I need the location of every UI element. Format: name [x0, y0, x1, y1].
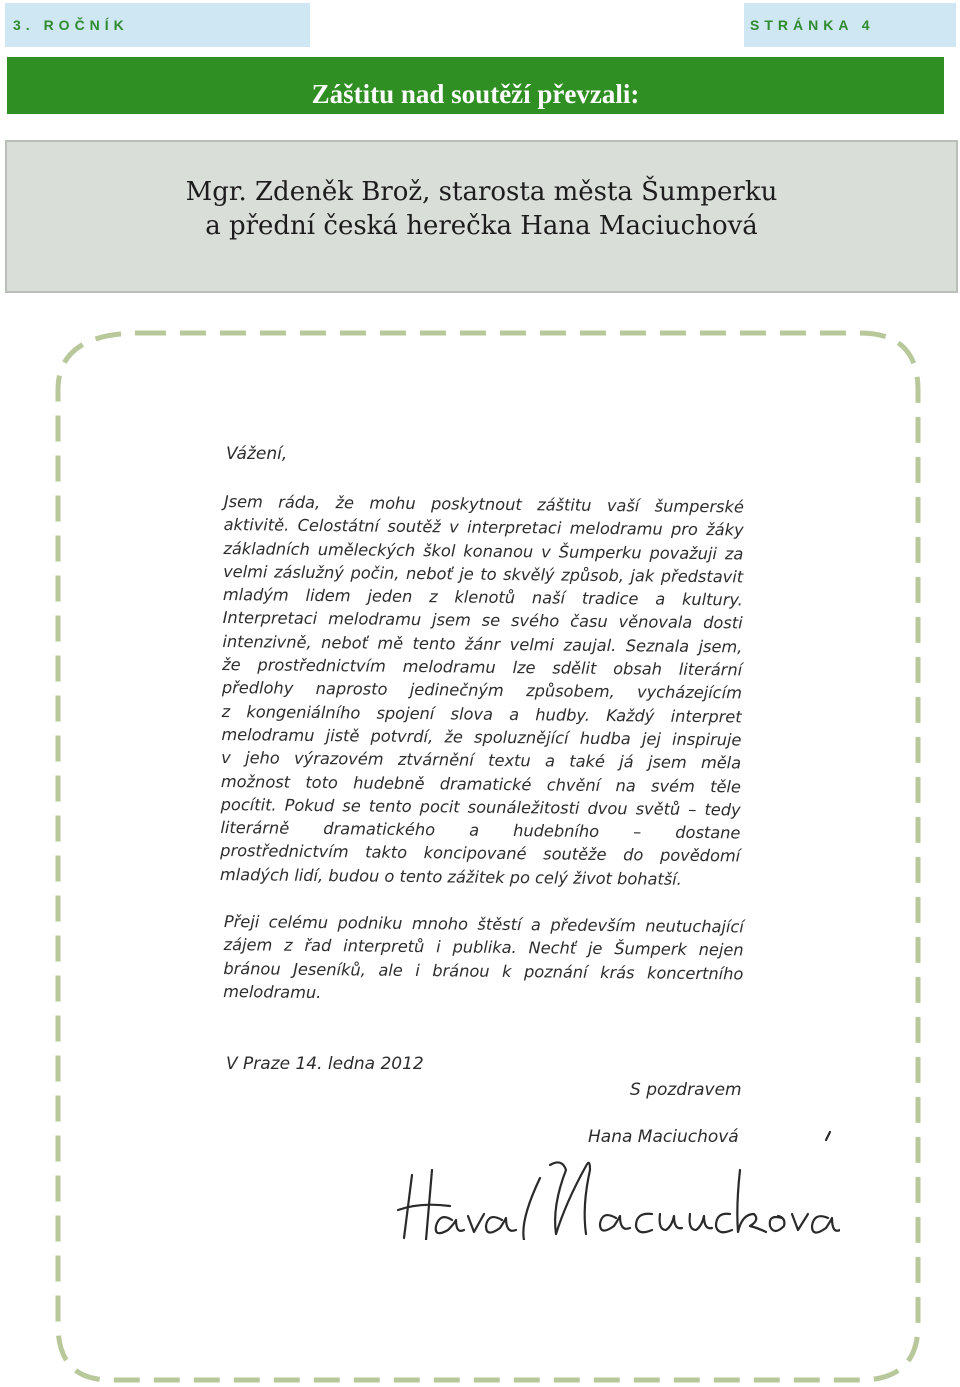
letter-line: možnost toto hudebně dramatické chvění na svém těle: [220, 771, 742, 796]
letter-paragraph-2: [223, 910, 744, 1009]
letter-line: základních uměleckých škol konanou v Šumperku považuji za: [223, 538, 744, 564]
letter-line: melodramu.: [223, 981, 322, 1002]
letter-line: mladým lidem jeden z klenotů naší tradice a kultury.: [222, 585, 743, 610]
issue-label: 3. ROČNÍK: [5, 3, 310, 47]
letter-line: z kongeniálního spojení slova a hudby. Každý interpret: [221, 701, 742, 727]
patrons-line-2: a přední česká herečka Hana Maciuchová: [205, 211, 758, 241]
handwritten-signature: [390, 1130, 840, 1240]
letter-line: zájem z řad interpretů i publika. Nechť je Šumperk nejen: [223, 935, 744, 960]
letter-line: předlohy naprosto jedinečným způsobem, vycházejícím: [221, 678, 742, 703]
letter-scan: [160, 400, 860, 1300]
letter-line: v jeho výrazovém ztvárnění textu a také já jsem měla: [221, 748, 742, 773]
letter-paragraph-1: [220, 490, 744, 891]
letter-line: Přeji celému podniku mnoho štěstí a především neutuchající: [223, 911, 744, 937]
banner-title: Záštitu nad soutěží převzali:: [7, 57, 944, 114]
letter-line: melodramu jistě potvrdí, že spoluznějící hudba jej inspiruje: [221, 724, 742, 750]
letter-line: velmi záslužný počin, neboť je to skvělý způsob, jak představit: [223, 561, 744, 587]
letter-line: pocítit. Pokud se tento pocit sounáležitosti dvou světů – tedy: [220, 794, 741, 820]
patrons-line-1: Mgr. Zdeněk Brož, starosta města Šumperku: [185, 177, 778, 207]
letter-salutation: Vážení,: [226, 444, 288, 464]
letter-line: prostřednictvím takto koncipované soutěže do povědomí: [220, 841, 741, 866]
letter-line: literárně dramatického a hudebního – dostane: [220, 818, 741, 843]
letter-line: Interpretaci melodramu jsem se svého času věnovala dosti: [222, 608, 743, 633]
letter-line: aktivitě. Celostátní soutěž v interpretaci melodramu pro žáky: [223, 515, 744, 540]
letter-signer-name: Hana Maciuchová: [588, 1127, 739, 1147]
letter-line: že prostřednictvím melodramu lze sdělit obsah literární: [222, 655, 743, 680]
letter-line: intenzivně, neboť mě tento žánr velmi zaujal. Seznala jsem,: [222, 631, 743, 657]
letter-line: Jsem ráda, že mohu poskytnout záštitu vaší šumperské: [223, 491, 744, 517]
letter-line: bránou Jeseníků, ale i bránou k poznání krás koncertního: [223, 958, 744, 984]
page-number-label: STRÁNKA 4: [744, 3, 956, 47]
letter-line: mladých lidí, budou o tento zážitek po celý život bohatší.: [219, 864, 682, 889]
letter-closing: S pozdravem: [630, 1080, 742, 1100]
letter-place-date: V Praze 14. ledna 2012: [226, 1054, 424, 1074]
